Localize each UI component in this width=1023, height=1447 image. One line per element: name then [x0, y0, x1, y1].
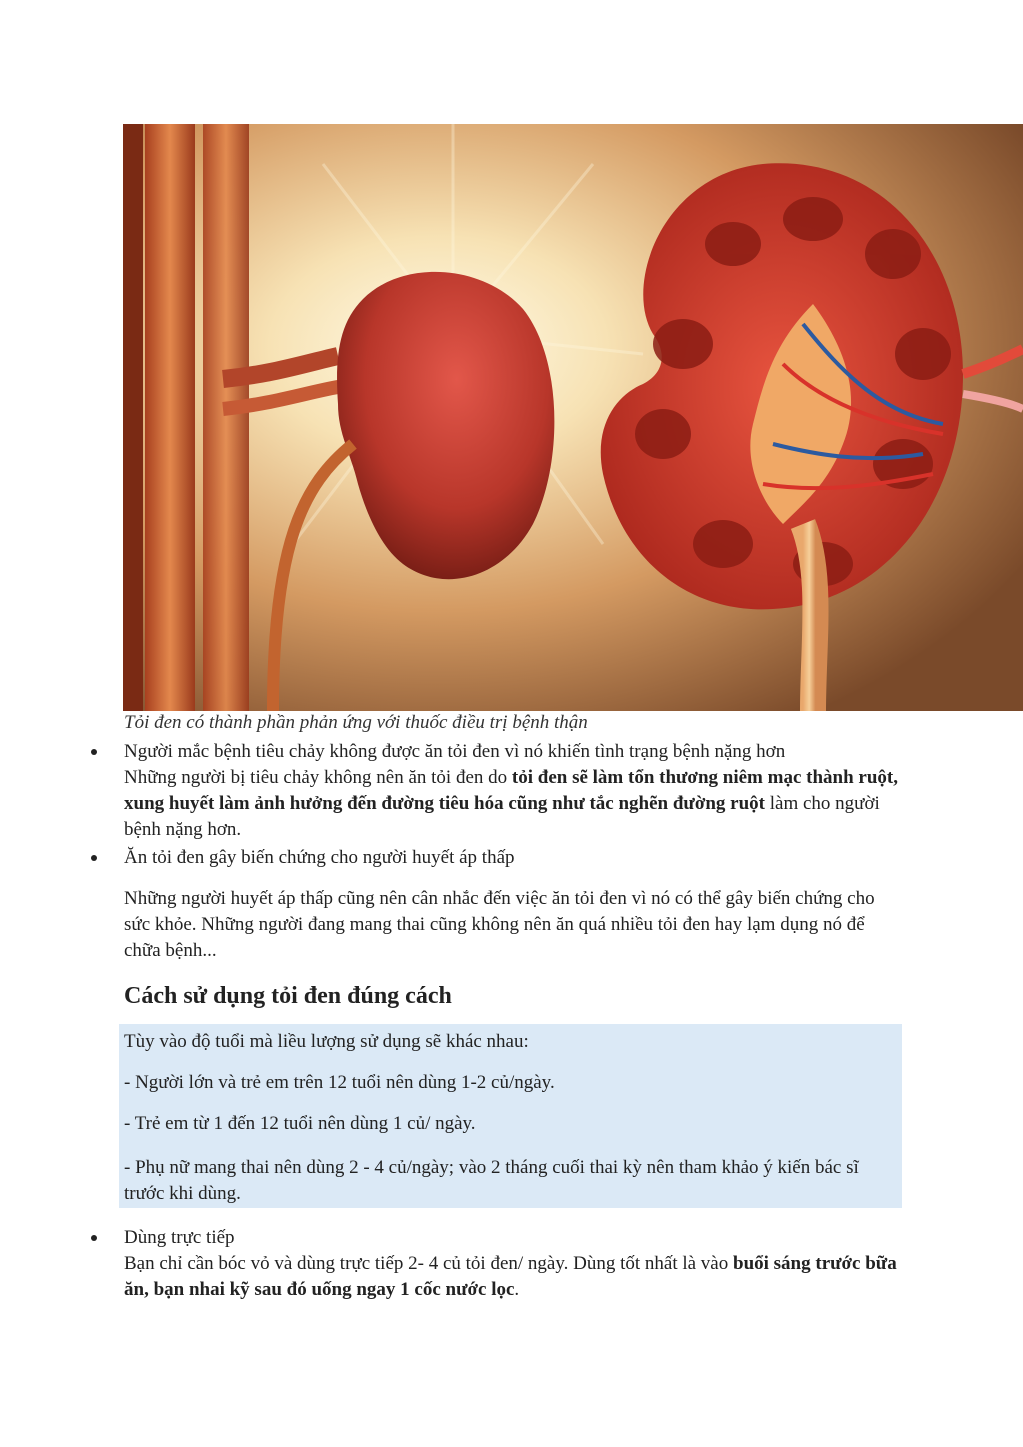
- dosage-line: - Phụ nữ mang thai nên dùng 2 - 4 củ/ngày; vào 2 tháng cuối thai kỳ nên tham khảo ý kiến bác sĩ trước khi dùng.: [124, 1157, 859, 1204]
- dosage-line: - Trẻ em từ 1 đến 12 tuổi nên dùng 1 củ/ ngày.: [124, 1113, 476, 1134]
- body-text: Những người bị tiêu chảy không nên ăn tỏi đen do: [124, 767, 512, 788]
- list-item-title: Ăn tỏi đen gây biến chứng cho người huyết áp thấp: [124, 847, 515, 868]
- dosage-line: - Người lớn và trẻ em trên 12 tuổi nên dùng 1-2 củ/ngày.: [124, 1072, 555, 1093]
- list-item-diarrhea: [124, 739, 904, 843]
- dosage-line: Tùy vào độ tuổi mà liều lượng sử dụng sẽ khác nhau:: [124, 1031, 529, 1052]
- figure-caption: Tỏi đen có thành phần phản ứng với thuốc điều trị bệnh thận: [124, 712, 588, 733]
- list-item-body: [124, 1251, 904, 1303]
- list-item-body: [124, 765, 904, 843]
- list-item-title: Dùng trực tiếp: [124, 1227, 235, 1248]
- list-item-low-blood-pressure: [124, 845, 904, 871]
- list-item-direct-use: [124, 1225, 904, 1303]
- body-bold-text: tỏi đen sẽ làm tổn thương niêm mạc thành ruột, xung huyết làm ảnh hưởng đến đường tiêu hóa cũng như tắc nghẽn đường ruột: [124, 767, 898, 814]
- paragraph-low-blood-pressure: Những người huyết áp thấp cũng nên cân nhắc đến việc ăn tỏi đen vì nó có thể gây biến chứng cho sức khỏe. Những người đang mang thai cũng không nên ăn quá nhiều tỏi đen hay lạm dụng nó để chữa bệnh...: [124, 888, 875, 961]
- body-text: Bạn chỉ cần bóc vỏ và dùng trực tiếp 2- 4 củ tỏi đen/ ngày. Dùng tốt nhất là vào: [124, 1253, 733, 1274]
- kidney-illustration: [123, 124, 1023, 711]
- list-item-title: Người mắc bệnh tiêu chảy không được ăn tỏi đen vì nó khiến tình trạng bệnh nặng hơn: [124, 741, 786, 762]
- bullet-icon: [91, 855, 97, 861]
- body-text-end: .: [514, 1279, 520, 1300]
- section-heading: Cách sử dụng tỏi đen đúng cách: [124, 983, 452, 1009]
- body-bold-text: buổi sáng trước bữa ăn, bạn nhai kỹ sau đó uống ngay 1 cốc nước lọc: [124, 1253, 897, 1300]
- bullet-icon: [91, 749, 97, 755]
- bullet-icon: [91, 1235, 97, 1241]
- body-text-end: làm cho người bệnh nặng hơn.: [124, 793, 880, 840]
